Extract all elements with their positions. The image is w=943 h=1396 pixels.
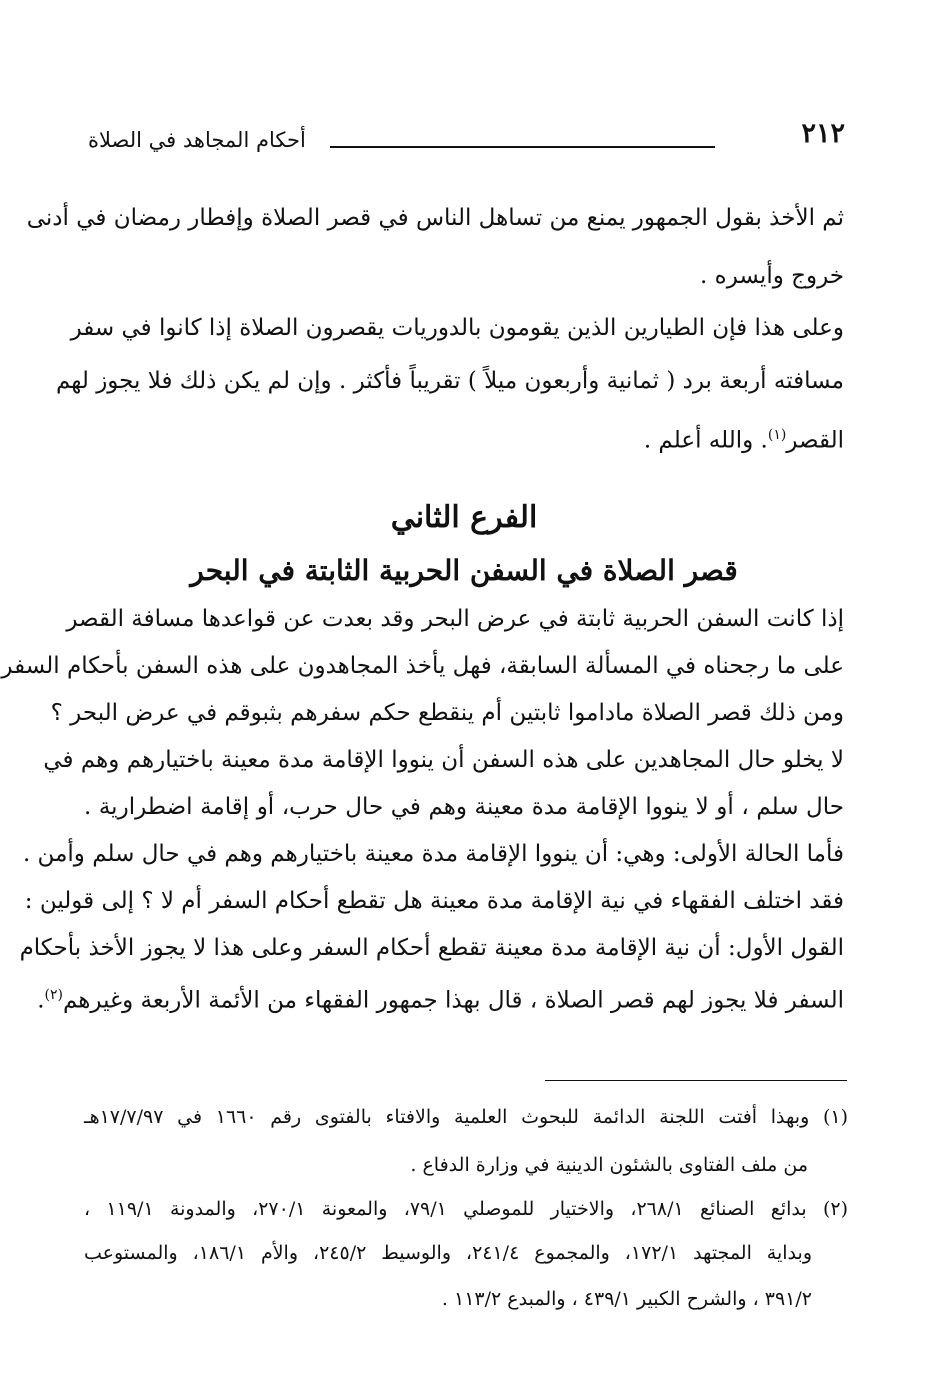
body-line: لا يخلو حال المجاهدين على هذه السفن أن ينووا الإقامة مدة معينة باختيارهم وهم في <box>43 747 844 773</box>
footnote-2-line: وبداية المجتهد ١٧٢/١، والمجموع ٢٤١/٤، والوسيط ٢٤٥/٢، والأم ١٨٦/١، والمستوعب <box>84 1242 812 1264</box>
body-line <box>37 980 844 1016</box>
footnote-ref: (١) <box>767 427 787 443</box>
header-rule <box>330 146 715 148</box>
body-line: ومن ذلك قصر الصلاة ماداموا ثابتين أم ينقطع حكم سفرهم بثبوقم في عرض البحر ؟ <box>50 700 844 726</box>
body-line: ثم الأخذ بقول الجمهور يمنع من تساهل الناس في قصر الصلاة وإفطار رمضان في أدنى <box>26 205 844 231</box>
body-line <box>84 420 844 456</box>
body-line: على ما رجحناه في المسألة السابقة، فهل يأخذ المجاهدون على هذه السفن بأحكام السفر <box>1 653 844 679</box>
footnote-2-line: (٢) بدائع الصنائع ٢٦٨/١، والاختيار للموصلي ٧٩/١، والمعونة ٢٧٠/١، والمدونة ١١٩/١ ، <box>84 1198 849 1220</box>
footnote-1-line: من ملف الفتاوى بالشئون الدينية في وزارة الدفاع . <box>410 1154 808 1176</box>
section-title: الفرع الثاني <box>390 500 538 535</box>
body-text: السفر فلا يجوز لهم قصر الصلاة ، قال بهذا جمهور الفقهاء من الأئمة الأربعة وغيرهم <box>62 987 844 1014</box>
body-line: فأما الحالة الأولى: وهي: أن ينووا الإقامة مدة معينة باختيارهم وهم في حال سلم وأمن . <box>22 841 844 867</box>
running-title: أحكام المجاهد في الصلاة <box>88 128 306 152</box>
body-line: خروج وأيسره . <box>700 263 844 289</box>
body-text: القصر <box>786 427 844 454</box>
body-text: . <box>37 987 45 1014</box>
body-line: وعلى هذا فإن الطيارين الذين يقومون بالدوريات يقصرون الصلاة إذا كانوا في سفر <box>70 315 844 341</box>
footnote-2-line: ٣٩١/٢ ، والشرح الكبير ٤٣٩/١ ، والمبدع ١١٣/٢ . <box>441 1288 812 1310</box>
section-subtitle: قصر الصلاة في السفن الحربية الثابتة في البحر <box>190 554 738 587</box>
page-number: ٢١٢ <box>801 118 845 149</box>
footnote-1-line: (١) وبهذا أفتت اللجنة الدائمة للبحوث العلمية والافتاء بالفتوى رقم ١٦٦٠ في ١٧/٧/٩٧هـ <box>84 1106 848 1128</box>
body-line: إذا كانت السفن الحربية ثابتة في عرض البحر وقد بعدت عن قواعدها مسافة القصر <box>66 606 844 632</box>
footnote-ref: (٢) <box>44 987 63 1003</box>
footnote-rule <box>545 1080 847 1081</box>
body-line: حال سلم ، أو لا ينووا الإقامة مدة معينة وهم في حال حرب، أو إقامة اضطرارية . <box>84 794 844 820</box>
body-text: . والله أعلم . <box>643 427 768 454</box>
body-line: القول الأول: أن نية الإقامة مدة معينة تقطع أحكام السفر وعلى هذا لا يجوز الأخذ بأحكام <box>19 935 844 961</box>
body-line: مسافته أربعة برد ( ثمانية وأربعون ميلاً ) تقريباً فأكثر . وإن لم يكن ذلك فلا يجوز لهم <box>55 368 844 394</box>
body-line: فقد اختلف الفقهاء في نية الإقامة مدة معينة هل تقطع أحكام السفر أم لا ؟ إلى قولين : <box>24 888 844 914</box>
